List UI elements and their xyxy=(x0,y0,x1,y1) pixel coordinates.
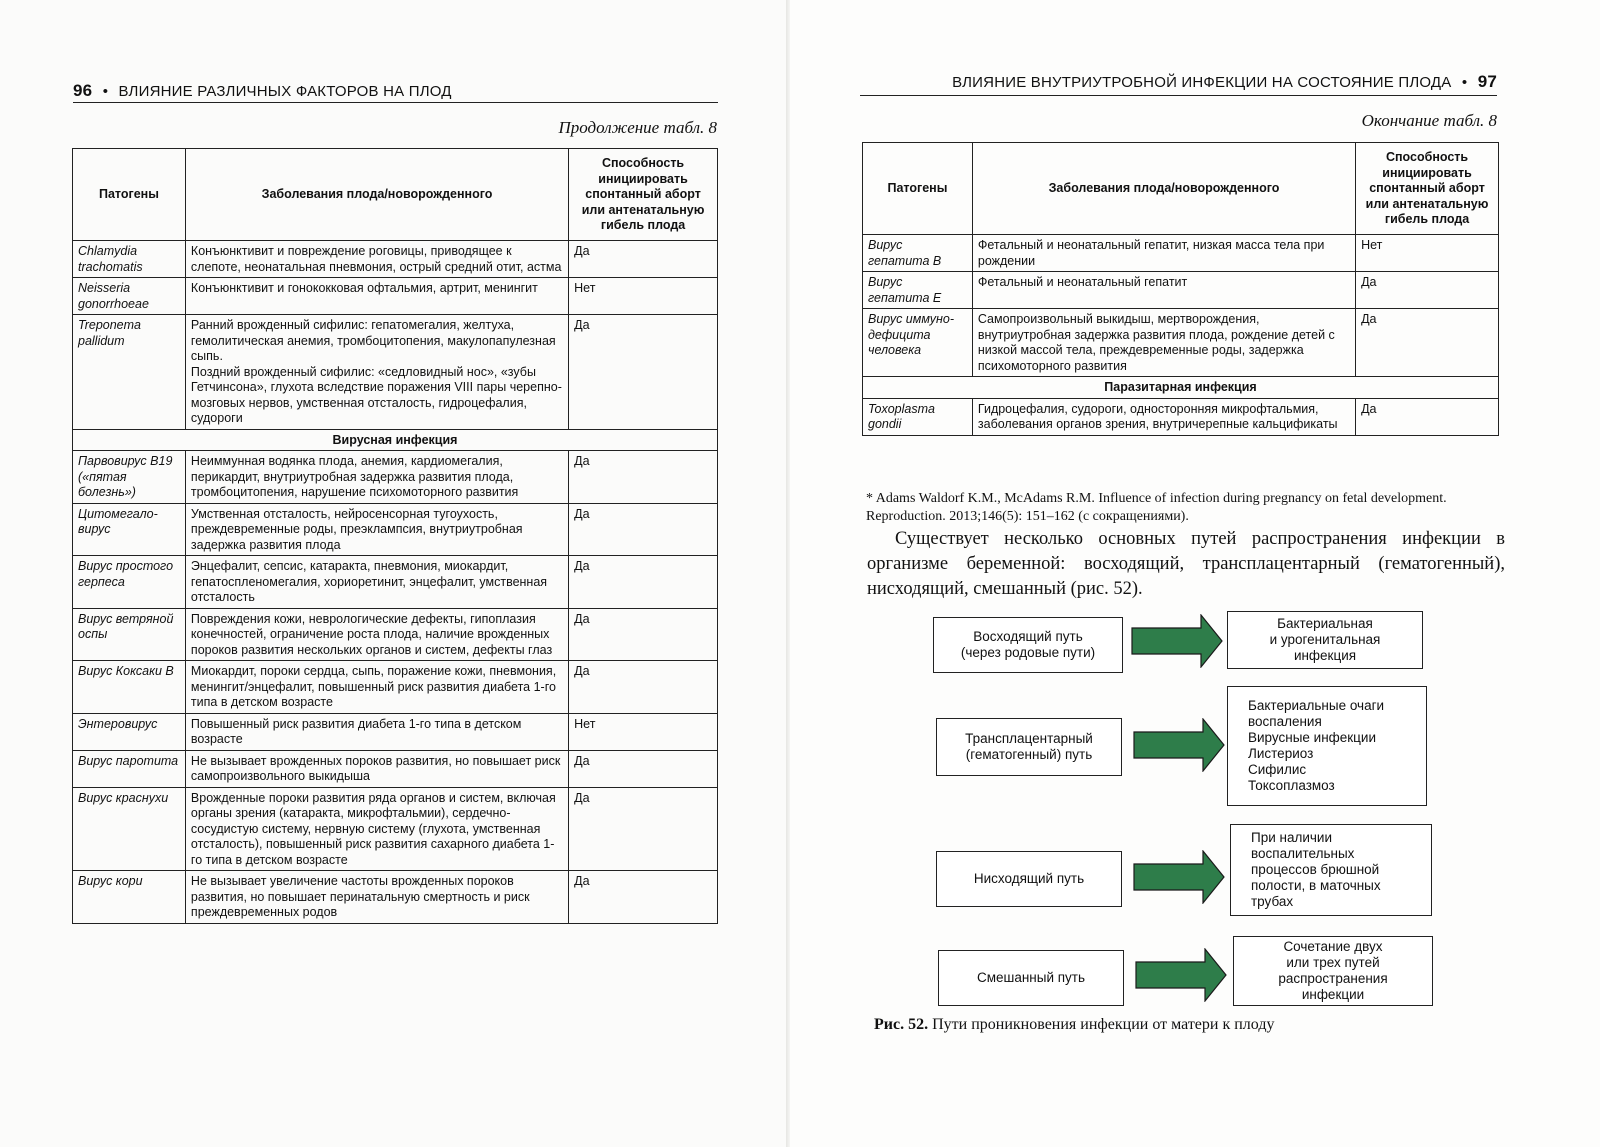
route-box xyxy=(938,950,1124,1006)
section-row xyxy=(863,377,1499,399)
route-box xyxy=(936,718,1122,776)
green-arrow-icon xyxy=(1133,718,1225,772)
disease-cell: Не вызывает врожденных пороков развития, но повышает риск самопроизвольного выкидыша xyxy=(185,750,568,787)
disease-cell: Миокардит, пороки сердца, сыпь, поражение кожи, пневмония, менингит/энцефалит, повышенный риск развития диабета 1-го типа в детском возрасте xyxy=(185,661,568,714)
header-rule xyxy=(73,102,718,103)
route-result-label: Сочетание двух или трех путей распространения инфекции xyxy=(1278,939,1388,1002)
table-row xyxy=(73,871,718,924)
route-box xyxy=(933,617,1123,673)
abort-cell: Да xyxy=(1356,272,1499,309)
table-continuation-label: Окончание табл. 8 xyxy=(1361,111,1497,130)
table-row xyxy=(73,556,718,609)
pathogen-cell: Парвовирус B19 («пятая болезнь») xyxy=(73,451,186,504)
pathogen-cell: Вирус кори xyxy=(73,871,186,924)
disease-cell: Фетальный и неонатальный гепатит xyxy=(972,272,1355,309)
pathogen-cell: Neisseria gonorrhoeae xyxy=(73,278,186,315)
table-row xyxy=(73,661,718,714)
table-row xyxy=(73,750,718,787)
abort-cell: Да xyxy=(1356,398,1499,435)
section-title: Паразитарная инфекция xyxy=(863,377,1499,399)
table-row xyxy=(73,503,718,556)
table-row xyxy=(73,241,718,278)
disease-cell: Конъюнктивит и повреждение роговицы, приводящее к слепоте, неонатальная пневмония, острый средний отит, астма xyxy=(185,241,568,278)
table-row xyxy=(73,278,718,315)
abort-cell: Да xyxy=(1356,309,1499,377)
header-abort: Способность инициировать спонтанный аборт или антенатальную гибель плода xyxy=(1356,143,1499,235)
disease-cell: Неиммунная водянка плода, анемия, кардиомегалия, перикардит, внутриутробная задержка развития плода, тромбоцитопения, нарушение психомоторного развития xyxy=(185,451,568,504)
route-label: Трансплацентарный (гематогенный) путь xyxy=(965,731,1093,762)
table-row xyxy=(863,398,1499,435)
disease-cell: Энцефалит, сепсис, катаракта, пневмония, миокардит, гепатоспленомегалия, хориоретинит, энцефалит, умственная отсталость xyxy=(185,556,568,609)
route-label: Нисходящий путь xyxy=(973,871,1085,886)
table-row xyxy=(863,272,1499,309)
page-number: 97 xyxy=(1477,72,1497,91)
pathogen-table-left xyxy=(72,148,718,924)
abort-cell: Да xyxy=(569,750,718,787)
running-head-right: ВЛИЯНИЕ ВНУТРИУТРОБНОЙ ИНФЕКЦИИ НА СОСТОЯНИЕ ПЛОДА • 97 xyxy=(952,72,1497,91)
pathogen-cell: Цитомегало-вирус xyxy=(73,503,186,556)
page-number: 96 xyxy=(73,81,93,100)
disease-cell: Повреждения кожи, неврологические дефекты, гипоплазия конечностей, ограничение роста плода, наличие врожденных пороков развития нескольких органов и систем, дефекты глаз xyxy=(185,608,568,661)
pathogen-cell: Вирус краснухи xyxy=(73,787,186,871)
pathogen-cell: Вирус гепатита E xyxy=(863,272,973,309)
route-result-label: Бактериальные очаги воспаления Вирусные инфекции Листериоз Сифилис Токсоплазмоз xyxy=(1248,698,1385,793)
route-result-label: При наличии воспалительных процессов брюшной полости, в маточных трубах xyxy=(1251,830,1381,909)
pathogen-cell: Вирус простого герпеса xyxy=(73,556,186,609)
disease-cell: Повышенный риск развития диабета 1-го типа в детском возрасте xyxy=(185,713,568,750)
body-paragraph: Существует несколько основных путей распространения инфекции в организме беременной: восходящий, трансплацентарный (гематогенный), нисходящий, смешанный (рис. 52). xyxy=(867,529,1505,599)
route-label: Восходящий путь (через родовые пути) xyxy=(960,629,1096,660)
table-row xyxy=(73,608,718,661)
header-pathogens: Патогены xyxy=(73,149,186,241)
header-rule xyxy=(860,95,1497,96)
figure-caption xyxy=(874,1016,1274,1034)
pathogen-cell: Вирус ветряной оспы xyxy=(73,608,186,661)
table-header-row xyxy=(73,149,718,241)
abort-cell: Нет xyxy=(569,713,718,750)
disease-cell: Врожденные пороки развития ряда органов и систем, включая органы зрения (катаракта, микрофтальмии), сердечно-сосудистую систему, нервную систему (глухота, умственная отсталость), повышенный риск развития сахарного диабета 1-го типа в детском возрасте xyxy=(185,787,568,871)
pathogen-cell: Chlamydia trachomatis xyxy=(73,241,186,278)
route-result-box xyxy=(1227,611,1423,669)
disease-cell: Самопроизвольный выкидыш, мертворождения, внутриутробная задержка развития плода, рождение детей с низкой массой тела, преждевременные роды, задержка психомоторного развития xyxy=(972,309,1355,377)
header-diseases: Заболевания плода/новорожденного xyxy=(972,143,1355,235)
left-page xyxy=(0,0,790,1147)
right-page xyxy=(790,0,1600,1147)
route-result-label: Бактериальная и урогенитальная инфекция xyxy=(1269,616,1381,663)
section-title: Вирусная инфекция xyxy=(73,429,718,451)
route-result-box xyxy=(1233,936,1433,1006)
abort-cell: Да xyxy=(569,241,718,278)
table-row xyxy=(73,787,718,871)
abort-cell: Да xyxy=(569,503,718,556)
pathogen-cell: Энтеровирус xyxy=(73,713,186,750)
table-footnote: * Adams Waldorf K.M., McAdams R.M. Influence of infection during pregnancy on fetal development. Reproduction. 2013;146(5): 151–162 (с сокращениями). xyxy=(866,491,1447,524)
pathogen-cell: Toxoplasma gondii xyxy=(863,398,973,435)
table-row xyxy=(73,451,718,504)
abort-cell: Да xyxy=(569,315,718,430)
disease-cell: Конъюнктивит и гонококковая офтальмия, артрит, менингит xyxy=(185,278,568,315)
route-result-box xyxy=(1230,824,1432,916)
running-head-title: ВЛИЯНИЕ ВНУТРИУТРОБНОЙ ИНФЕКЦИИ НА СОСТОЯНИЕ ПЛОДА xyxy=(952,74,1452,91)
pathogen-cell: Вирус паротита xyxy=(73,750,186,787)
abort-cell: Нет xyxy=(1356,235,1499,272)
pathogen-cell: Вирус Коксаки B xyxy=(73,661,186,714)
table-row xyxy=(73,713,718,750)
green-arrow-icon xyxy=(1135,948,1227,1002)
header-diseases: Заболевания плода/новорожденного xyxy=(185,149,568,241)
running-head-title: ВЛИЯНИЕ РАЗЛИЧНЫХ ФАКТОРОВ НА ПЛОД xyxy=(118,83,452,100)
abort-cell: Нет xyxy=(569,278,718,315)
table-row xyxy=(73,315,718,430)
abort-cell: Да xyxy=(569,871,718,924)
pathogen-table-right xyxy=(862,142,1499,436)
figure-label: Рис. 52. xyxy=(874,1016,929,1033)
abort-cell: Да xyxy=(569,661,718,714)
pathogen-cell: Treponema pallidum xyxy=(73,315,186,430)
abort-cell: Да xyxy=(569,608,718,661)
route-label: Смешанный путь xyxy=(976,970,1086,985)
route-box xyxy=(936,851,1122,907)
disease-cell: Гидроцефалия, судороги, односторонняя микрофтальмия, заболевания органов зрения, внутричерепные кальцификаты xyxy=(972,398,1355,435)
header-pathogens: Патогены xyxy=(863,143,973,235)
section-row xyxy=(73,429,718,451)
disease-cell: Ранний врожденный сифилис: гепатомегалия, желтуха, гемолитическая анемия, тромбоцитопения, макулопапулезная сыпь. Поздний врожденный сифилис: «седловидный нос», «зубы Гетчинсона», глухота вследствие поражения VIII пары черепно-мозговых нервов, умственная отсталость, гидроцефалия, судороги xyxy=(185,315,568,430)
figure-caption-text: Пути проникновения инфекции от матери к плоду xyxy=(932,1016,1275,1033)
table-row xyxy=(863,235,1499,272)
abort-cell: Да xyxy=(569,451,718,504)
green-arrow-icon xyxy=(1131,614,1223,668)
table-header-row xyxy=(863,143,1499,235)
table-continuation-label: Продолжение табл. 8 xyxy=(558,118,717,137)
green-arrow-icon xyxy=(1133,850,1225,904)
table-row xyxy=(863,309,1499,377)
pathogen-cell: Вирус гепатита B xyxy=(863,235,973,272)
disease-cell: Фетальный и неонатальный гепатит, низкая масса тела при рождении xyxy=(972,235,1355,272)
disease-cell: Умственная отсталость, нейросенсорная тугоухость, преждевременные роды, преэклампсия, внутриутробная задержка развития плода xyxy=(185,503,568,556)
abort-cell: Да xyxy=(569,787,718,871)
pathogen-cell: Вирус иммуно-дефицита человека xyxy=(863,309,973,377)
disease-cell: Не вызывает увеличение частоты врожденных пороков развития, но повышает перинатальную смертность и риск преждевременных родов xyxy=(185,871,568,924)
abort-cell: Да xyxy=(569,556,718,609)
route-result-box xyxy=(1227,686,1427,806)
header-abort: Способность инициировать спонтанный аборт или антенатальную гибель плода xyxy=(569,149,718,241)
running-head-left: 96 • ВЛИЯНИЕ РАЗЛИЧНЫХ ФАКТОРОВ НА ПЛОД xyxy=(73,81,452,100)
